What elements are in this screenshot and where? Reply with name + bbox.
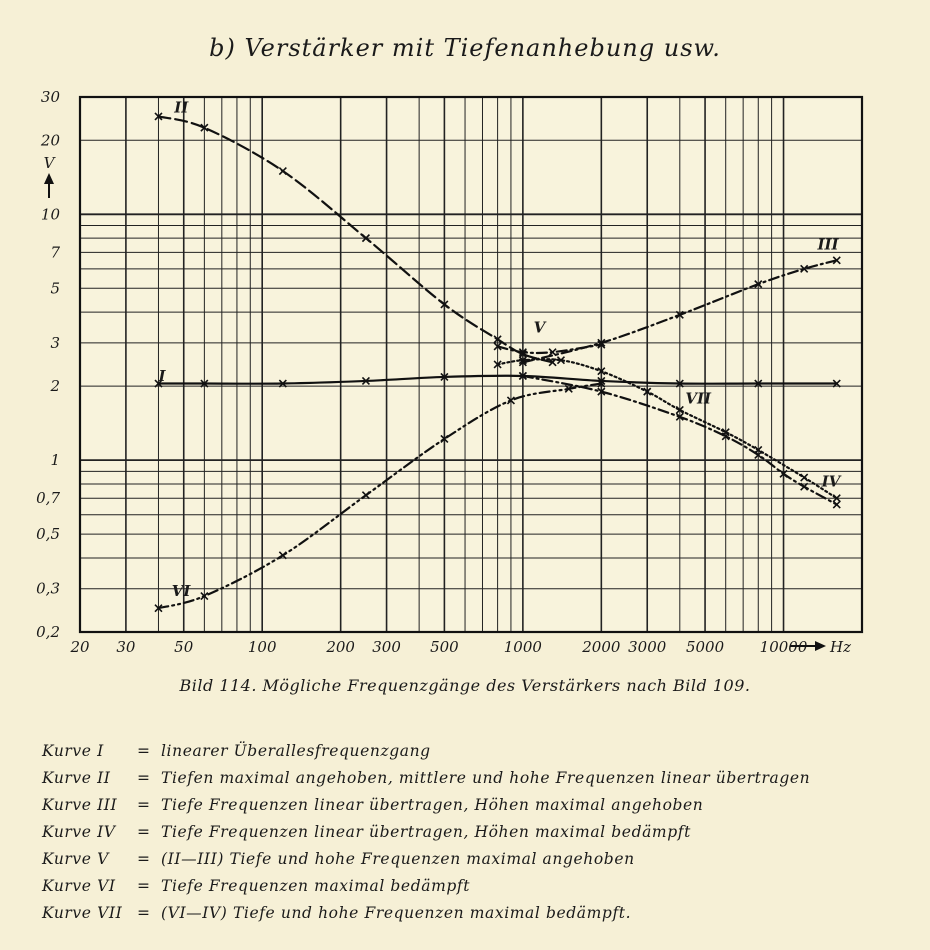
y-tick-label: 20 [40,131,60,150]
legend-description: Tiefe Frequenzen linear übertragen, Höhen maximal bedämpft [161,823,691,841]
y-tick-label: 3 [50,333,60,352]
legend-row-3 [42,792,922,819]
y-tick-label: 0,5 [36,525,60,544]
x-tick-label: 20 [70,638,90,656]
x-axis-arrow-icon [815,641,826,651]
x-tick-label: 5000 [685,638,725,656]
legend-row-4 [42,819,922,846]
x-tick-label: 100 [247,638,277,656]
legend-key: Kurve III [42,796,118,814]
legend-description: linearer Überallesfrequenzgang [161,742,431,760]
legend-equals: = [137,796,151,814]
x-tick-label: 2000 [582,638,621,656]
x-tick-label: 300 [372,638,401,656]
x-tick-label: 1000 [503,638,542,656]
legend-equals: = [137,769,151,787]
y-tick-label: 30 [40,88,60,106]
y-tick-label: 2 [50,377,60,396]
y-tick-label: 0,7 [36,489,60,508]
y-axis-arrow-icon [44,173,54,184]
curve-label-iv: IV [821,472,841,491]
figure-caption: Bild 114. Mögliche Frequenzgänge des Verstärkers nach Bild 109. [179,676,751,695]
curve-label-v: V [533,318,546,337]
x-tick-label: 10000 [759,638,808,656]
curve-legend [42,738,922,927]
legend-equals: = [137,742,151,760]
x-tick-label: 50 [174,638,194,656]
y-axis-label: V [43,154,55,172]
y-tick-label: 0,2 [36,623,60,641]
x-tick-label: 30 [116,638,136,656]
legend-row-7 [42,900,922,927]
curve-label-iii: III [817,235,839,254]
y-tick-label: 7 [50,243,60,262]
legend-equals: = [137,850,151,868]
legend-description: Tiefe Frequenzen maximal bedämpft [161,877,471,895]
x-tick-label: 500 [430,638,459,656]
y-tick-label: 0,3 [36,579,60,598]
legend-equals: = [137,877,151,895]
page-heading: b) Verstärker mit Tiefenanhebung usw. [209,34,721,62]
legend-row-6 [42,873,922,900]
legend-row-5 [42,846,922,873]
legend-key: Kurve VII [42,904,123,922]
legend-equals: = [137,823,151,841]
x-tick-label: 200 [326,638,355,656]
curve-label-vii: VII [685,389,711,408]
legend-description: (II—III) Tiefe und hohe Frequenzen maximal angehoben [161,850,635,868]
plot-area [80,97,862,632]
legend-description: Tiefen maximal angehoben, mittlere und hohe Frequenzen linear übertragen [161,769,811,787]
legend-key: Kurve II [42,769,111,787]
legend-description: (VI—IV) Tiefe und hohe Frequenzen maximal bedämpft. [161,904,632,922]
legend-key: Kurve IV [42,823,116,841]
legend-key: Kurve V [42,850,109,868]
legend-key: Kurve I [42,742,104,760]
legend-row-2 [42,765,922,792]
curve-label-vi: VI [171,582,191,601]
legend-row-1 [42,738,922,765]
x-tick-label: 3000 [628,638,667,656]
y-tick-label: 5 [50,279,60,298]
curve-label-ii: II [174,98,189,117]
x-axis-label: Hz [830,638,851,656]
y-tick-label: 1 [50,451,60,470]
legend-equals: = [137,904,151,922]
curve-label-i: I [158,366,166,385]
y-tick-label: 10 [40,205,60,224]
legend-description: Tiefe Frequenzen linear übertragen, Höhen maximal angehoben [161,796,704,814]
legend-key: Kurve VI [42,877,116,895]
